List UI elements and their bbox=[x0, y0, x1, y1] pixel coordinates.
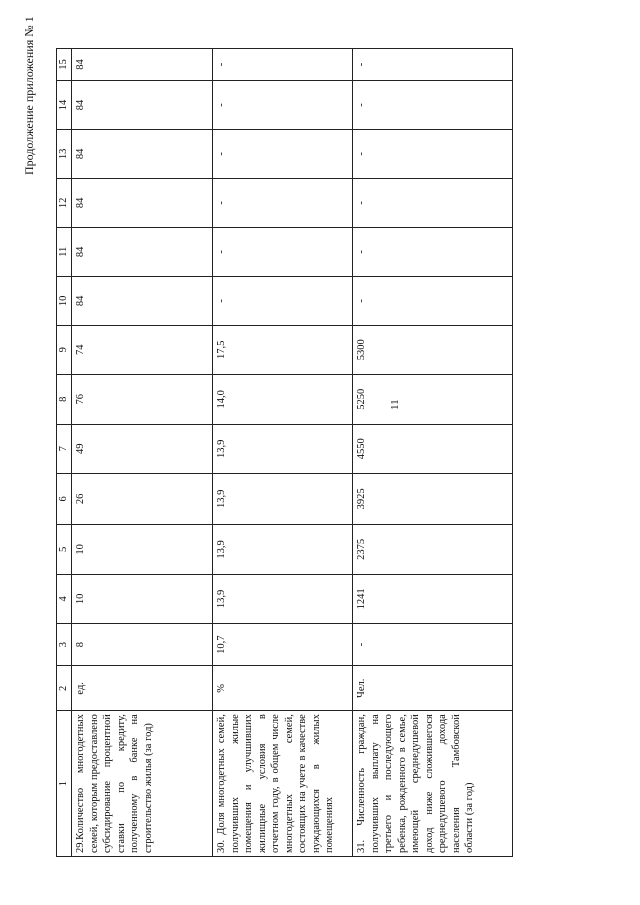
indicator-unit: Чел. bbox=[353, 666, 513, 711]
column-header: 7 bbox=[57, 424, 72, 473]
indicator-value: 5300 bbox=[353, 325, 513, 374]
indicator-value: - bbox=[213, 80, 353, 129]
indicator-value: 84 bbox=[72, 129, 213, 178]
table-row bbox=[72, 49, 213, 857]
indicator-value: 3925 bbox=[353, 473, 513, 524]
indicator-value: - bbox=[353, 80, 513, 129]
indicator-value: 10 bbox=[72, 574, 213, 623]
page-number: 11 bbox=[389, 399, 401, 410]
indicator-description: 31. Численность граждан, получивших выплату на третьего и последующего ребенка, рожденного в семье, имеющей среднедушевой доход ниже сложившегося среднедушевого дохода населения Тамбовской области (за год) bbox=[353, 711, 513, 857]
indicator-value: 13,9 bbox=[213, 574, 353, 623]
indicator-value: 84 bbox=[72, 49, 213, 81]
indicator-value: - bbox=[353, 227, 513, 276]
indicator-value: 1241 bbox=[353, 574, 513, 623]
indicator-value: 4550 bbox=[353, 424, 513, 473]
indicator-value: 13,9 bbox=[213, 524, 353, 574]
continuation-title: Продолжение приложения № 1 bbox=[22, 16, 36, 175]
column-header: 13 bbox=[57, 129, 72, 178]
indicator-value: 84 bbox=[72, 178, 213, 227]
column-header: 1 bbox=[57, 711, 72, 857]
column-header: 4 bbox=[57, 574, 72, 623]
indicator-value: - bbox=[213, 276, 353, 325]
table-row bbox=[213, 49, 353, 857]
indicator-value: 84 bbox=[72, 227, 213, 276]
indicator-value: 26 bbox=[72, 473, 213, 524]
indicator-value: - bbox=[353, 49, 513, 81]
indicator-value: 84 bbox=[72, 80, 213, 129]
column-header: 8 bbox=[57, 374, 72, 424]
indicator-unit: ед. bbox=[72, 666, 213, 711]
indicator-value: 10,7 bbox=[213, 623, 353, 666]
column-header: 14 bbox=[57, 80, 72, 129]
column-header: 10 bbox=[57, 276, 72, 325]
indicator-value: 76 bbox=[72, 374, 213, 424]
indicator-value: - bbox=[213, 227, 353, 276]
indicator-description: 30. Доля многодетных семей, получивших жилые помещения и улучшивших жилищные условия в отчетном году, в общем числе многодетных семей, состоящих на учете в качестве нуждающихся в жилых помещениях bbox=[213, 711, 353, 857]
indicator-value: 8 bbox=[72, 623, 213, 666]
indicator-value: - bbox=[213, 178, 353, 227]
indicator-value: 10 bbox=[72, 524, 213, 574]
indicator-value: 49 bbox=[72, 424, 213, 473]
indicator-value: - bbox=[353, 178, 513, 227]
indicator-value: - bbox=[353, 623, 513, 666]
indicators-table bbox=[56, 48, 513, 857]
column-header: 15 bbox=[57, 49, 72, 81]
indicator-unit: % bbox=[213, 666, 353, 711]
column-header: 6 bbox=[57, 473, 72, 524]
indicator-value: 13,9 bbox=[213, 424, 353, 473]
indicator-description: 29.Количество многодетных семей, которым предоставлено субсидирование процентной ставки по кредиту, полученному в банке на строительство жилья (за год) bbox=[72, 711, 213, 857]
indicator-value: - bbox=[213, 49, 353, 81]
column-header: 12 bbox=[57, 178, 72, 227]
header-row bbox=[57, 49, 72, 857]
column-header: 2 bbox=[57, 666, 72, 711]
column-header: 11 bbox=[57, 227, 72, 276]
indicator-value: 84 bbox=[72, 276, 213, 325]
column-header: 5 bbox=[57, 524, 72, 574]
column-header: 9 bbox=[57, 325, 72, 374]
indicator-value: - bbox=[213, 129, 353, 178]
indicator-value: 17,5 bbox=[213, 325, 353, 374]
indicator-value: 14,0 bbox=[213, 374, 353, 424]
indicator-value: - bbox=[353, 276, 513, 325]
table-row bbox=[353, 49, 513, 857]
indicator-value: 74 bbox=[72, 325, 213, 374]
indicator-value: 5250 bbox=[353, 374, 513, 424]
indicator-value: 13,9 bbox=[213, 473, 353, 524]
column-header: 3 bbox=[57, 623, 72, 666]
indicator-value: - bbox=[353, 129, 513, 178]
indicator-value: 2375 bbox=[353, 524, 513, 574]
rotated-sheet bbox=[20, 16, 560, 875]
